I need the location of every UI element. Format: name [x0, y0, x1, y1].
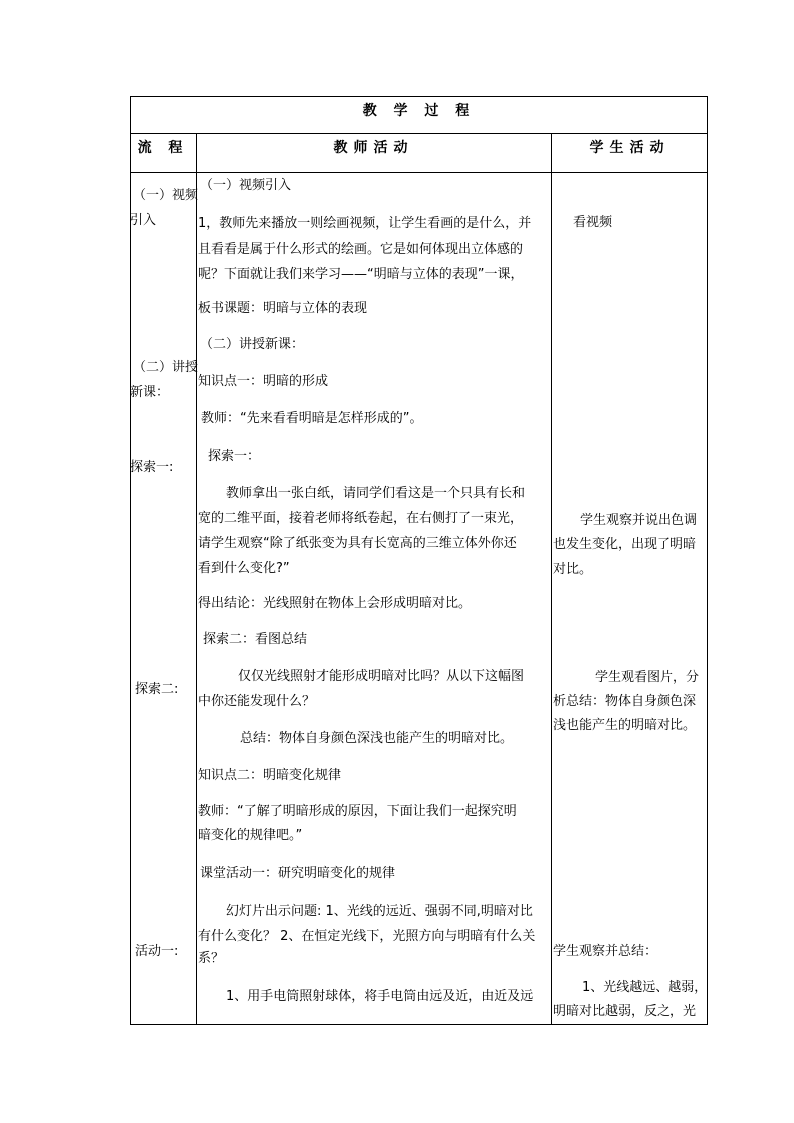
- teacher-line: 板书课题：明暗与立体的表现: [198, 301, 368, 316]
- teacher-line: 教师拿出一张白纸，请同学们看这是一个只具有长和: [226, 486, 526, 501]
- teacher-line: 中你还能发现什么？: [198, 694, 316, 709]
- student-line: 明暗对比越弱，反之，光: [553, 1004, 697, 1019]
- flow-section-2-line-2: 新课：: [130, 385, 170, 400]
- teacher-line: 探索一：: [208, 449, 261, 464]
- teacher-line: 1，教师先来播放一则绘画视频，让学生看画的是什么，并: [198, 216, 532, 231]
- student-line: 析总结：物体自身颜色深: [553, 694, 697, 709]
- flow-section-1-line-2: 引入: [130, 213, 157, 228]
- teacher-line: 教师：“了解了明暗形成的原因，下面让我们一起探究明: [198, 804, 517, 819]
- student-line: 浅也能产生的明暗对比。: [553, 718, 697, 733]
- teacher-line: （一）视频引入: [200, 178, 292, 193]
- flow-section-2-line-1: （二）讲授: [133, 360, 199, 375]
- table-rule-header: [130, 172, 708, 173]
- col-header-flow: 流 程: [137, 140, 189, 156]
- teacher-line: 知识点二：明暗变化规律: [198, 768, 342, 783]
- flow-activity-1: 活动一:: [135, 944, 179, 959]
- table-col-divider-1: [196, 133, 197, 1025]
- teacher-line: 总结：物体自身颜色深浅也能产生的明暗对比。: [240, 731, 514, 746]
- student-line: 也发生变化，出现了明暗: [553, 537, 697, 552]
- flow-explore-2: 探索二:: [135, 682, 179, 697]
- teacher-line: 系？: [198, 951, 225, 966]
- teacher-line: 知识点一：明暗的形成: [198, 374, 329, 389]
- teacher-line: 看到什么变化?”: [198, 561, 290, 576]
- flow-explore-1: 探索一:: [130, 460, 174, 475]
- teacher-line: 且看看是属于什么形式的绘画。它是如何体现出立体感的: [198, 242, 524, 257]
- teacher-line: 课堂活动一：研究明暗变化的规律: [200, 866, 396, 881]
- student-line: 学生观察并总结：: [553, 944, 658, 959]
- col-header-teacher: 教师活动: [333, 140, 414, 156]
- teacher-line: （二）讲授新课：: [200, 337, 305, 352]
- col-header-student: 学生活动: [589, 140, 670, 156]
- teacher-line: 宽的二维平面，接着老师将纸卷起，在右侧打了一束光，: [198, 511, 524, 526]
- teacher-line: 幻灯片出示问题: 1、光线的远近、强弱不同,明暗对比: [226, 904, 533, 919]
- student-line: 学生观看图片，分: [595, 670, 700, 685]
- teacher-line: 1、用手电筒照射球体，将手电筒由远及近，由近及远: [226, 989, 534, 1004]
- student-line: 1、光线越远、越弱，: [582, 980, 708, 995]
- student-line: 学生观察并说出色调: [580, 513, 698, 528]
- teacher-line: 暗变化的规律吧。”: [198, 828, 303, 843]
- teacher-line: 有什么变化？ 2、在恒定光线下，光照方向与明暗有什么关: [198, 929, 536, 944]
- student-line: 对比。: [553, 562, 593, 577]
- table-rule-title: [130, 133, 708, 134]
- student-line: 看视频: [573, 215, 613, 230]
- table-col-divider-2: [551, 133, 552, 1025]
- table-title: 教 学 过 程: [362, 103, 476, 119]
- teacher-line: 得出结论：光线照射在物体上会形成明暗对比。: [198, 596, 472, 611]
- flow-section-1-line-1: （一）视频: [133, 188, 199, 203]
- teacher-line: 仅仅光线照射才能形成明暗对比吗？从以下这幅图: [238, 669, 525, 684]
- teacher-line: 请学生观察“除了纸张变为具有长宽高的三维立体外你还: [198, 536, 517, 551]
- teacher-line: 呢？下面就让我们来学习——“明暗与立体的表现”一课，: [198, 267, 524, 282]
- teacher-line: 教师：“先来看看明暗是怎样形成的”。: [201, 411, 423, 426]
- teacher-line: 探索二：看图总结: [203, 632, 308, 647]
